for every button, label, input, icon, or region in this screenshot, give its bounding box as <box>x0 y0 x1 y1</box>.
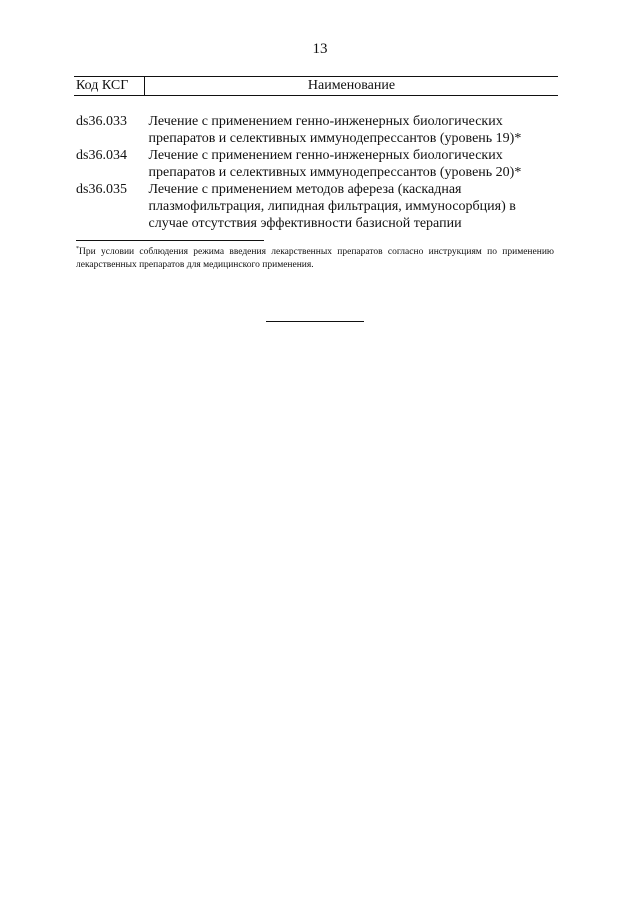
ksg-code: ds36.035 <box>76 182 127 197</box>
ksg-table <box>74 76 558 232</box>
ksg-code: ds36.033 <box>76 114 127 129</box>
footnote <box>76 246 554 272</box>
table-row <box>74 113 558 147</box>
page-number: 13 <box>312 41 328 57</box>
footnote-marker: * <box>76 246 79 252</box>
ksg-name: Лечение с применением методов афереза (каскадная плазмофильтрация, липидная фильтрация, иммуносорбция) в случае отсутствия эффективности базисной терапии <box>148 182 516 231</box>
footnote-separator <box>76 240 264 241</box>
table-spacer-row <box>74 96 558 114</box>
column-header-name: Наименование <box>145 77 559 96</box>
ksg-name: Лечение с применением генно-инженерных биологических препаратов и селективных иммунодепрессантов (уровень 19)* <box>148 114 522 146</box>
ksg-code: ds36.034 <box>76 148 127 163</box>
table-row <box>74 181 558 232</box>
ksg-name: Лечение с применением генно-инженерных биологических препаратов и селективных иммунодепрессантов (уровень 20)* <box>148 148 522 180</box>
end-of-document-rule <box>266 321 364 322</box>
table-row <box>74 147 558 181</box>
column-header-code: Код КСГ <box>74 77 145 96</box>
table-header-row <box>74 77 558 96</box>
footnote-text: При условии соблюдения режима введения лекарственных препаратов согласно инструкциям по применению лекарственных препаратов для медицинского применения. <box>76 247 554 270</box>
